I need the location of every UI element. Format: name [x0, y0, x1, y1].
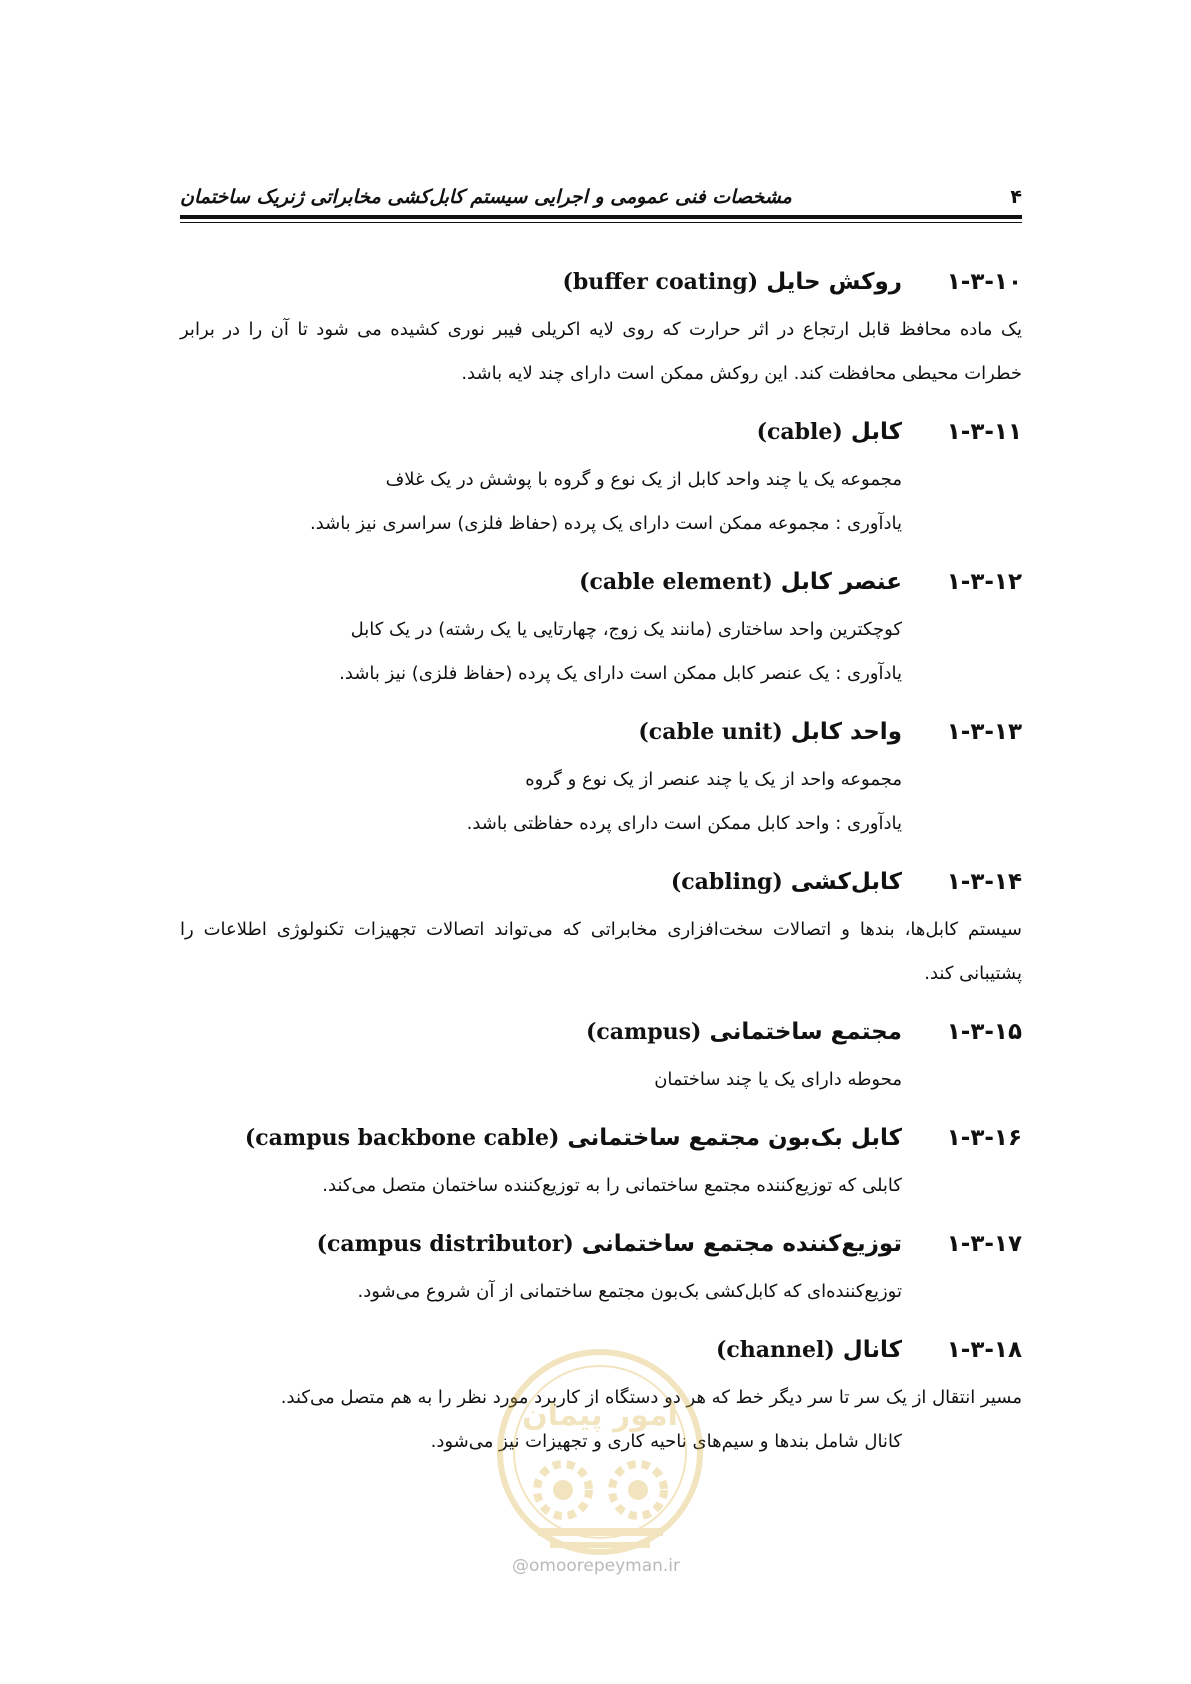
- definition-text: مجموعه یک یا چند واحد کابل از یک نوع و گروه با پوشش در یک غلاف: [385, 469, 902, 490]
- definition-item: [180, 862, 1022, 996]
- definition-title-en: (campus): [585, 1019, 702, 1045]
- definition-body: [180, 1164, 1022, 1208]
- definition-note: یادآوری : واحد کابل ممکن است دارای پرده حفاظتی باشد.: [466, 813, 902, 834]
- definition-title-en: (buffer coating): [562, 269, 759, 295]
- watermark-logo-text: امور پیمان: [522, 1398, 678, 1433]
- definition-note: کانال شامل بندها و سیم‌های ناحیه کاری و تجهیزات نیز می‌شود.: [430, 1431, 902, 1452]
- definition-body: [180, 758, 1022, 846]
- definition-title-en: (cabling): [670, 869, 783, 895]
- definition-title-fa: کابل: [850, 419, 902, 445]
- definition-number: ۱-۳-۱۵: [946, 1019, 1022, 1045]
- definition-item: [180, 712, 1022, 846]
- definition-body: [180, 458, 1022, 546]
- definition-heading: [180, 862, 1022, 902]
- definition-text: کوچکترین واحد ساختاری (مانند یک زوج، چهارتایی یا یک رشته) در یک کابل: [350, 619, 902, 640]
- definition-note: یادآوری : یک عنصر کابل ممکن است دارای یک پرده (حفاظ فلزی) نیز باشد.: [339, 663, 902, 684]
- definition-title-en: (channel): [715, 1337, 835, 1363]
- definition-number: ۱-۳-۱۷: [946, 1231, 1022, 1257]
- definition-heading: [180, 1118, 1022, 1158]
- definition-text: مسیر انتقال از یک سر تا سر دیگر خط که هر دو دستگاه از کاربرد مورد نظر را به هم متصل می‌کند.: [280, 1387, 1022, 1408]
- definition-text: سیستم کابل‌ها، بندها و اتصالات سخت‌افزاری مخابراتی که می‌تواند اتصالات تجهیزات تکنولوژی اطلاعات را پشتیبانی کند.: [180, 919, 1022, 984]
- definition-text: توزیع‌کننده‌ای که کابل‌کشی بک‌بون مجتمع ساختمانی از آن شروع می‌شود.: [357, 1281, 902, 1302]
- definition-body: [180, 908, 1022, 996]
- definition-title-fa: کابل‌کشی: [790, 869, 902, 895]
- definition-text: مجموعه واحد از یک یا چند عنصر از یک نوع و گروه: [525, 769, 902, 790]
- definition-title-fa: عنصر کابل: [780, 569, 902, 595]
- definition-heading: [180, 1330, 1022, 1370]
- definition-text: یک ماده محافظ قابل ارتجاع در اثر حرارت که روی لایه اکریلی فیبر نوری کشیده می شود تا آن را در برابر خطرات محیطی محافظت کند. این روکش ممکن است دارای چند لایه باشد.: [180, 319, 1022, 384]
- definition-note: یادآوری : مجموعه ممکن است دارای یک پرده (حفاظ فلزی) سراسری نیز باشد.: [309, 513, 902, 534]
- definition-title-fa: واحد کابل: [790, 719, 902, 745]
- definition-title-fa: روکش حایل: [766, 269, 902, 295]
- definition-text: محوطه دارای یک یا چند ساختمان: [654, 1069, 902, 1090]
- definition-title-en: (cable element): [579, 569, 773, 595]
- definition-number: ۱-۳-۱۲: [946, 569, 1022, 595]
- header-rule-thick: [180, 215, 1022, 219]
- definition-title-fa: توزیع‌کننده مجتمع ساختمانی: [581, 1231, 902, 1257]
- running-header: [180, 183, 1022, 211]
- definition-title-fa: کانال: [842, 1337, 902, 1363]
- definition-title-en: (campus distributor): [316, 1231, 574, 1257]
- definition-body: [180, 1376, 1022, 1464]
- header-rule-thin: [180, 222, 1022, 223]
- definition-number: ۱-۳-۱۶: [946, 1125, 1022, 1151]
- definition-body: [180, 308, 1022, 396]
- definition-text: کابلی که توزیع‌کننده مجتمع ساختمانی را به توزیع‌کننده ساختمان متصل می‌کند.: [322, 1175, 902, 1196]
- definition-heading: [180, 262, 1022, 302]
- definition-item: [180, 262, 1022, 396]
- definition-number: ۱-۳-۱۰: [946, 269, 1022, 295]
- definition-item: [180, 1012, 1022, 1102]
- definition-body: [180, 1270, 1022, 1314]
- definition-number: ۱-۳-۱۳: [946, 719, 1022, 745]
- definition-number: ۱-۳-۱۴: [946, 869, 1022, 895]
- definition-body: [180, 1058, 1022, 1102]
- definition-item: [180, 412, 1022, 546]
- definition-title-fa: مجتمع ساختمانی: [709, 1019, 902, 1045]
- definition-heading: [180, 562, 1022, 602]
- definition-item: [180, 1224, 1022, 1314]
- definition-title-fa: کابل بک‌بون مجتمع ساختمانی: [567, 1125, 902, 1151]
- definition-title-en: (campus backbone cable): [244, 1125, 560, 1151]
- definition-title-en: (cable): [756, 419, 843, 445]
- definitions-list: [180, 262, 1022, 1480]
- definition-heading: [180, 1224, 1022, 1264]
- definition-item: [180, 562, 1022, 696]
- definition-heading: [180, 1012, 1022, 1052]
- definition-item: [180, 1118, 1022, 1208]
- watermark-url: @omoorepeyman.ir: [511, 1556, 681, 1576]
- definition-title-en: (cable unit): [638, 719, 783, 745]
- document-title: مشخصات فنی عمومی و اجرایی سیستم کابل‌کشی مخابراتی ژنریک ساختمان: [180, 186, 792, 208]
- definition-heading: [180, 712, 1022, 752]
- definition-item: [180, 1330, 1022, 1464]
- definition-heading: [180, 412, 1022, 452]
- definition-number: ۱-۳-۱۱: [946, 419, 1022, 445]
- definition-body: [180, 608, 1022, 696]
- definition-number: ۱-۳-۱۸: [946, 1337, 1022, 1363]
- page-number: ۴: [1010, 186, 1022, 208]
